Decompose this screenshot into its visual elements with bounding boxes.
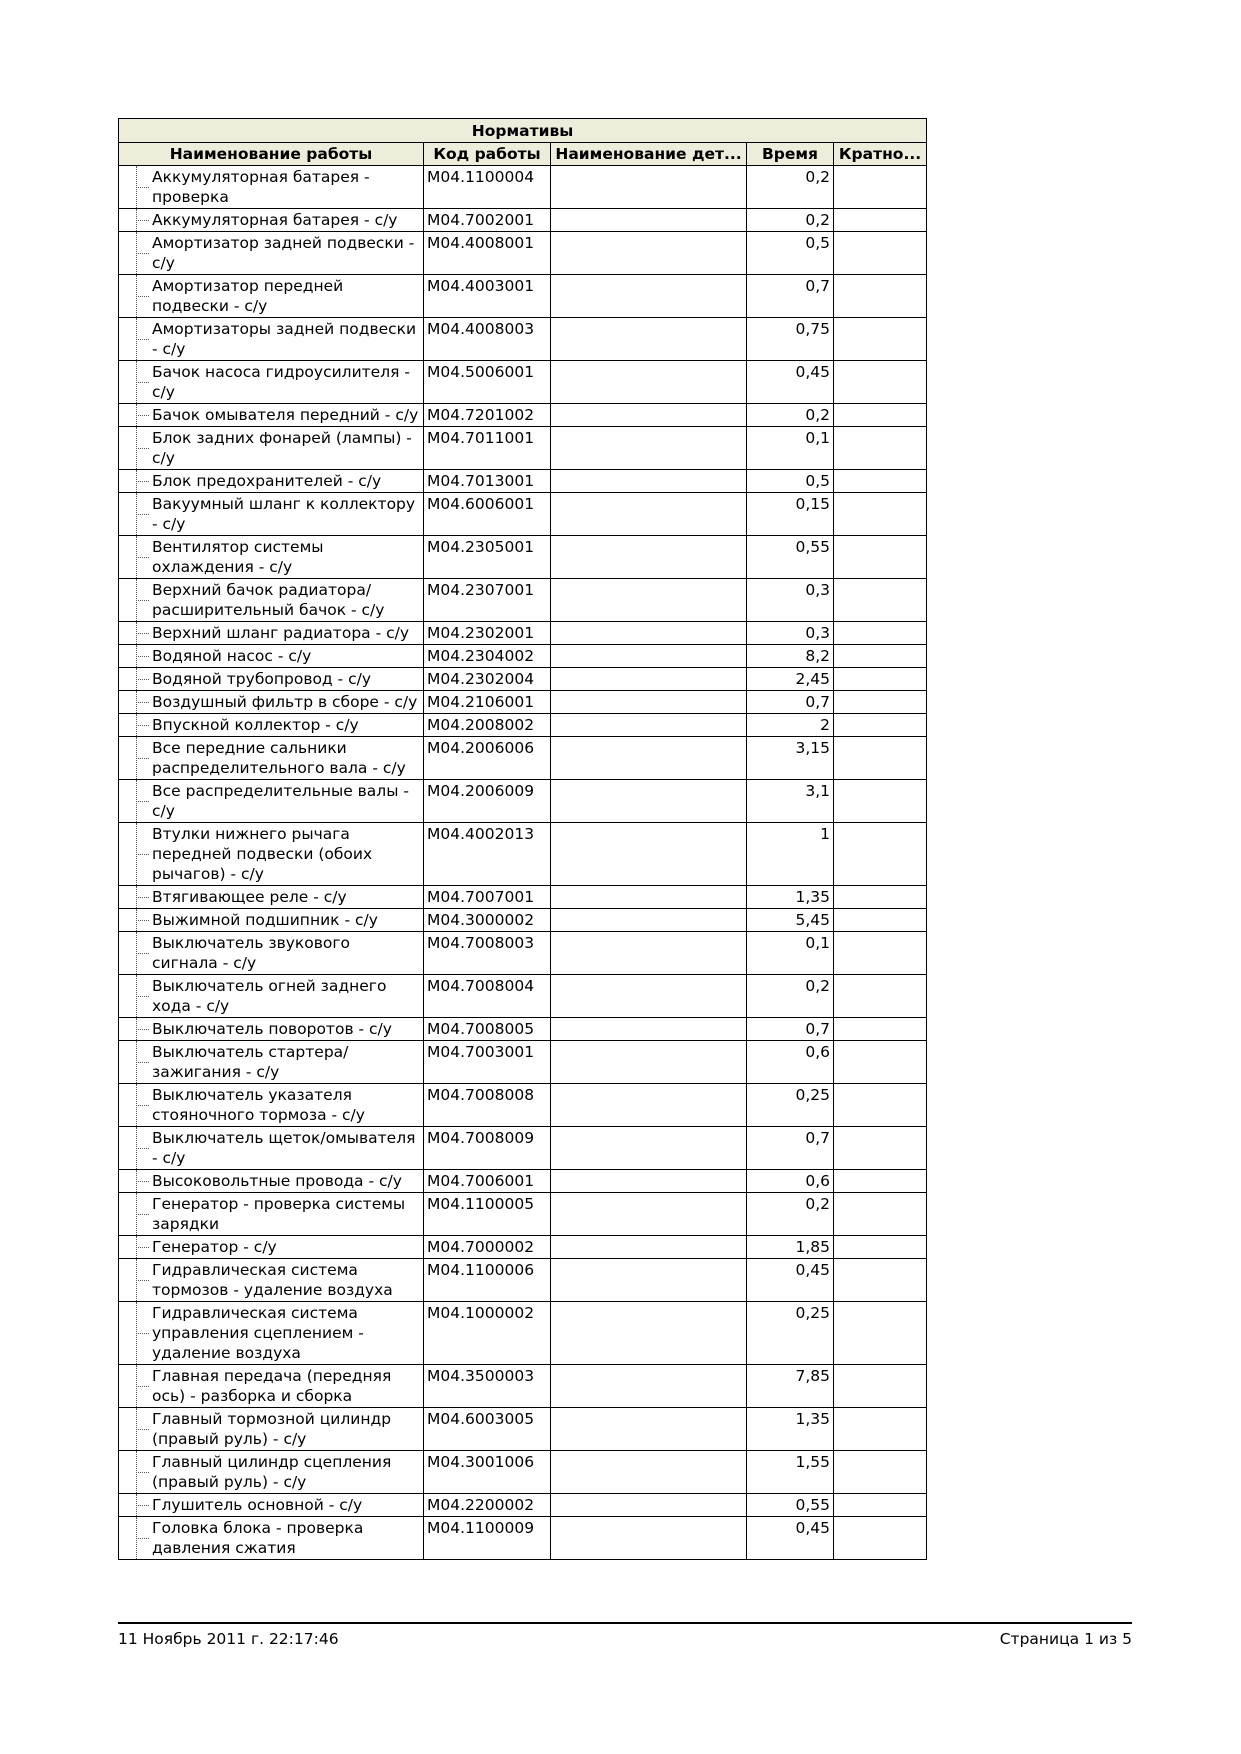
cell-part-name: [551, 1018, 747, 1041]
cell-multiplicity: [834, 1408, 927, 1451]
cell-part-name: [551, 1193, 747, 1236]
column-header-multiplicity[interactable]: Кратно...: [834, 143, 927, 166]
cell-work-name: Амортизаторы задней подвески - с/у: [119, 318, 424, 361]
cell-multiplicity: [834, 780, 927, 823]
cell-work-code: M04.7003001: [424, 1041, 551, 1084]
cell-part-name: [551, 886, 747, 909]
cell-work-code: M04.2302001: [424, 622, 551, 645]
cell-time: 0,45: [747, 1259, 834, 1302]
cell-part-name: [551, 536, 747, 579]
cell-multiplicity: [834, 1302, 927, 1365]
column-header-work-code[interactable]: Код работы: [424, 143, 551, 166]
cell-part-name: [551, 714, 747, 737]
cell-time: 0,2: [747, 166, 834, 209]
cell-multiplicity: [834, 493, 927, 536]
cell-time: 0,1: [747, 932, 834, 975]
table-row[interactable]: [119, 209, 927, 232]
cell-work-code: M04.4008001: [424, 232, 551, 275]
cell-part-name: [551, 361, 747, 404]
table-row[interactable]: [119, 691, 927, 714]
cell-time: 0,5: [747, 232, 834, 275]
cell-time: 0,3: [747, 579, 834, 622]
cell-work-code: M04.2307001: [424, 579, 551, 622]
cell-time: 0,45: [747, 1517, 834, 1560]
footer-page-number: Страница 1 из 5: [999, 1630, 1132, 1648]
cell-work-name: Водяной насос - с/у: [119, 645, 424, 668]
cell-work-code: M04.6003005: [424, 1408, 551, 1451]
cell-work-code: M04.7008003: [424, 932, 551, 975]
cell-part-name: [551, 232, 747, 275]
cell-work-name: Верхний шланг радиатора - с/у: [119, 622, 424, 645]
cell-part-name: [551, 932, 747, 975]
cell-work-name: Выключатель стартера/зажигания - с/у: [119, 1041, 424, 1084]
column-header-work-name[interactable]: Наименование работы: [119, 143, 424, 166]
cell-work-name: Выключатель огней заднего хода - с/у: [119, 975, 424, 1018]
cell-work-name: Головка блока - проверка давления сжатия: [119, 1517, 424, 1560]
cell-work-code: M04.2106001: [424, 691, 551, 714]
cell-time: 5,45: [747, 909, 834, 932]
cell-part-name: [551, 1517, 747, 1560]
table-row[interactable]: [119, 232, 927, 275]
cell-time: 0,2: [747, 209, 834, 232]
cell-time: 1,85: [747, 1236, 834, 1259]
cell-multiplicity: [834, 823, 927, 886]
cell-part-name: [551, 275, 747, 318]
cell-multiplicity: [834, 691, 927, 714]
cell-part-name: [551, 975, 747, 1018]
table-row[interactable]: [119, 1259, 927, 1302]
cell-work-code: M04.3001006: [424, 1451, 551, 1494]
table-row[interactable]: [119, 1451, 927, 1494]
cell-multiplicity: [834, 668, 927, 691]
cell-time: 7,85: [747, 1365, 834, 1408]
cell-work-code: M04.7008005: [424, 1018, 551, 1041]
table-row[interactable]: [119, 909, 927, 932]
cell-multiplicity: [834, 1517, 927, 1560]
cell-time: 0,7: [747, 1127, 834, 1170]
cell-work-name: Аккумуляторная батарея - с/у: [119, 209, 424, 232]
cell-time: 0,45: [747, 361, 834, 404]
cell-work-name: Водяной трубопровод - с/у: [119, 668, 424, 691]
cell-work-code: M04.1100009: [424, 1517, 551, 1560]
cell-time: 0,25: [747, 1302, 834, 1365]
cell-part-name: [551, 823, 747, 886]
cell-time: 0,55: [747, 536, 834, 579]
cell-work-name: Бачок омывателя передний - с/у: [119, 404, 424, 427]
cell-work-name: Все передние сальники распределительного вала - с/у: [119, 737, 424, 780]
cell-work-name: Выключатель щеток/омывателя - с/у: [119, 1127, 424, 1170]
cell-part-name: [551, 909, 747, 932]
cell-multiplicity: [834, 1041, 927, 1084]
cell-multiplicity: [834, 909, 927, 932]
cell-part-name: [551, 1236, 747, 1259]
cell-multiplicity: [834, 579, 927, 622]
cell-part-name: [551, 691, 747, 714]
cell-work-code: M04.2302004: [424, 668, 551, 691]
cell-time: 1,55: [747, 1451, 834, 1494]
table-row[interactable]: [119, 1517, 927, 1560]
cell-work-name: Бачок насоса гидроусилителя - с/у: [119, 361, 424, 404]
cell-work-code: M04.7011001: [424, 427, 551, 470]
cell-work-name: Воздушный фильтр в сборе - с/у: [119, 691, 424, 714]
cell-work-code: M04.1100005: [424, 1193, 551, 1236]
table-row[interactable]: [119, 714, 927, 737]
cell-work-code: M04.2304002: [424, 645, 551, 668]
cell-work-name: Блок предохранителей - с/у: [119, 470, 424, 493]
cell-multiplicity: [834, 1018, 927, 1041]
cell-time: 0,25: [747, 1084, 834, 1127]
cell-multiplicity: [834, 714, 927, 737]
cell-part-name: [551, 1084, 747, 1127]
cell-work-name: Вакуумный шланг к коллектору - с/у: [119, 493, 424, 536]
cell-work-name: Главная передача (передняя ось) - разборка и сборка: [119, 1365, 424, 1408]
table-row[interactable]: [119, 645, 927, 668]
cell-part-name: [551, 780, 747, 823]
cell-multiplicity: [834, 361, 927, 404]
cell-work-name: Гидравлическая система управления сцеплением - удаление воздуха: [119, 1302, 424, 1365]
table-row[interactable]: [119, 737, 927, 780]
cell-multiplicity: [834, 209, 927, 232]
table-row[interactable]: [119, 622, 927, 645]
cell-time: 3,1: [747, 780, 834, 823]
cell-multiplicity: [834, 404, 927, 427]
cell-work-code: M04.2200002: [424, 1494, 551, 1517]
cell-time: 0,2: [747, 1193, 834, 1236]
cell-work-code: M04.4008003: [424, 318, 551, 361]
table-row[interactable]: [119, 493, 927, 536]
cell-time: 2: [747, 714, 834, 737]
cell-work-code: M04.2006009: [424, 780, 551, 823]
table-row[interactable]: [119, 668, 927, 691]
cell-work-code: M04.7000002: [424, 1236, 551, 1259]
cell-multiplicity: [834, 1259, 927, 1302]
table-row[interactable]: [119, 1494, 927, 1517]
cell-work-code: M04.2305001: [424, 536, 551, 579]
cell-time: 0,3: [747, 622, 834, 645]
cell-time: 0,15: [747, 493, 834, 536]
cell-work-code: M04.4002013: [424, 823, 551, 886]
table-row[interactable]: [119, 275, 927, 318]
table-row[interactable]: [119, 1365, 927, 1408]
cell-part-name: [551, 645, 747, 668]
cell-multiplicity: [834, 1127, 927, 1170]
cell-time: 0,55: [747, 1494, 834, 1517]
cell-work-name: Генератор - с/у: [119, 1236, 424, 1259]
cell-part-name: [551, 1494, 747, 1517]
cell-time: 2,45: [747, 668, 834, 691]
cell-multiplicity: [834, 275, 927, 318]
cell-time: 0,6: [747, 1041, 834, 1084]
cell-work-name: Амортизатор передней подвески - с/у: [119, 275, 424, 318]
cell-work-code: M04.2008002: [424, 714, 551, 737]
cell-time: 0,5: [747, 470, 834, 493]
cell-part-name: [551, 1259, 747, 1302]
table-row[interactable]: [119, 1236, 927, 1259]
table-row[interactable]: [119, 1041, 927, 1084]
cell-work-code: M04.7008009: [424, 1127, 551, 1170]
cell-work-code: M04.3000002: [424, 909, 551, 932]
cell-work-code: M04.7201002: [424, 404, 551, 427]
table-row[interactable]: [119, 361, 927, 404]
cell-multiplicity: [834, 886, 927, 909]
cell-multiplicity: [834, 1365, 927, 1408]
table-row[interactable]: [119, 404, 927, 427]
cell-part-name: [551, 737, 747, 780]
table-title: Нормативы: [119, 119, 927, 143]
cell-work-name: Главный цилиндр сцепления (правый руль) - с/у: [119, 1451, 424, 1494]
cell-multiplicity: [834, 1451, 927, 1494]
table-row[interactable]: [119, 579, 927, 622]
cell-time: 0,1: [747, 427, 834, 470]
cell-work-code: M04.7002001: [424, 209, 551, 232]
table-row[interactable]: [119, 536, 927, 579]
cell-work-code: M04.3500003: [424, 1365, 551, 1408]
cell-time: 1: [747, 823, 834, 886]
cell-time: 0,7: [747, 1018, 834, 1041]
table-row[interactable]: [119, 427, 927, 470]
cell-time: 3,15: [747, 737, 834, 780]
cell-multiplicity: [834, 470, 927, 493]
cell-part-name: [551, 209, 747, 232]
cell-part-name: [551, 470, 747, 493]
cell-multiplicity: [834, 1236, 927, 1259]
cell-part-name: [551, 427, 747, 470]
cell-part-name: [551, 668, 747, 691]
cell-work-code: M04.6006001: [424, 493, 551, 536]
cell-multiplicity: [834, 1193, 927, 1236]
footer-divider: [118, 1622, 1132, 1624]
cell-work-name: Выключатель указателя стояночного тормоза - с/у: [119, 1084, 424, 1127]
table-row[interactable]: [119, 470, 927, 493]
cell-part-name: [551, 318, 747, 361]
cell-work-code: M04.1100004: [424, 166, 551, 209]
cell-work-code: M04.4003001: [424, 275, 551, 318]
cell-part-name: [551, 622, 747, 645]
table-row[interactable]: [119, 975, 927, 1018]
cell-work-code: M04.5006001: [424, 361, 551, 404]
table-row[interactable]: [119, 1127, 927, 1170]
cell-work-code: M04.7013001: [424, 470, 551, 493]
cell-work-name: Втулки нижнего рычага передней подвески (обоих рычагов) - с/у: [119, 823, 424, 886]
column-header-time[interactable]: Время: [747, 143, 834, 166]
table-row[interactable]: [119, 1170, 927, 1193]
cell-multiplicity: [834, 1170, 927, 1193]
cell-work-code: M04.7006001: [424, 1170, 551, 1193]
table-row[interactable]: [119, 886, 927, 909]
table-row[interactable]: [119, 780, 927, 823]
cell-work-code: M04.1000002: [424, 1302, 551, 1365]
table-row[interactable]: [119, 1193, 927, 1236]
cell-multiplicity: [834, 427, 927, 470]
cell-multiplicity: [834, 232, 927, 275]
cell-work-name: Все распределительные валы - с/у: [119, 780, 424, 823]
cell-work-name: Вентилятор системы охлаждения - с/у: [119, 536, 424, 579]
cell-multiplicity: [834, 932, 927, 975]
cell-part-name: [551, 404, 747, 427]
cell-multiplicity: [834, 1084, 927, 1127]
cell-work-code: M04.2006006: [424, 737, 551, 780]
cell-work-code: M04.1100006: [424, 1259, 551, 1302]
cell-multiplicity: [834, 536, 927, 579]
table-row[interactable]: [119, 318, 927, 361]
cell-multiplicity: [834, 645, 927, 668]
norms-table: [118, 118, 927, 1560]
column-header-part-name[interactable]: Наименование дет...: [551, 143, 747, 166]
table-row[interactable]: [119, 1302, 927, 1365]
cell-multiplicity: [834, 737, 927, 780]
cell-work-name: Впускной коллектор - с/у: [119, 714, 424, 737]
table-row[interactable]: [119, 932, 927, 975]
cell-work-name: Высоковольтные провода - с/у: [119, 1170, 424, 1193]
cell-part-name: [551, 1041, 747, 1084]
cell-time: 0,75: [747, 318, 834, 361]
cell-work-name: Глушитель основной - с/у: [119, 1494, 424, 1517]
cell-part-name: [551, 1365, 747, 1408]
cell-time: 0,2: [747, 975, 834, 1018]
cell-multiplicity: [834, 1494, 927, 1517]
cell-work-code: M04.7008004: [424, 975, 551, 1018]
cell-part-name: [551, 166, 747, 209]
cell-part-name: [551, 493, 747, 536]
table-row[interactable]: [119, 823, 927, 886]
cell-time: 0,7: [747, 275, 834, 318]
cell-work-name: Втягивающее реле - с/у: [119, 886, 424, 909]
cell-part-name: [551, 1408, 747, 1451]
cell-work-name: Выключатель поворотов - с/у: [119, 1018, 424, 1041]
cell-time: 0,6: [747, 1170, 834, 1193]
table-body: [119, 166, 927, 1560]
cell-multiplicity: [834, 166, 927, 209]
table-row[interactable]: [119, 1408, 927, 1451]
table-row[interactable]: [119, 1018, 927, 1041]
cell-work-name: Блок задних фонарей (лампы) - с/у: [119, 427, 424, 470]
cell-work-name: Аккумуляторная батарея - проверка: [119, 166, 424, 209]
cell-part-name: [551, 1302, 747, 1365]
cell-time: 1,35: [747, 886, 834, 909]
cell-time: 0,2: [747, 404, 834, 427]
cell-work-name: Генератор - проверка системы зарядки: [119, 1193, 424, 1236]
table-row[interactable]: [119, 166, 927, 209]
cell-multiplicity: [834, 975, 927, 1018]
cell-time: 1,35: [747, 1408, 834, 1451]
cell-time: 0,7: [747, 691, 834, 714]
cell-work-name: Верхний бачок радиатора/расширительный бачок - с/у: [119, 579, 424, 622]
cell-multiplicity: [834, 318, 927, 361]
cell-work-code: M04.7008008: [424, 1084, 551, 1127]
cell-work-name: Выжимной подшипник - с/у: [119, 909, 424, 932]
cell-work-name: Выключатель звукового сигнала - с/у: [119, 932, 424, 975]
cell-work-code: M04.7007001: [424, 886, 551, 909]
cell-time: 8,2: [747, 645, 834, 668]
cell-part-name: [551, 1170, 747, 1193]
cell-work-name: Главный тормозной цилиндр (правый руль) - с/у: [119, 1408, 424, 1451]
cell-part-name: [551, 1451, 747, 1494]
cell-part-name: [551, 579, 747, 622]
table-row[interactable]: [119, 1084, 927, 1127]
footer-datetime: 11 Ноябрь 2011 г. 22:17:46: [118, 1630, 339, 1648]
cell-work-name: Амортизатор задней подвески - с/у: [119, 232, 424, 275]
cell-multiplicity: [834, 622, 927, 645]
cell-part-name: [551, 1127, 747, 1170]
cell-work-name: Гидравлическая система тормозов - удаление воздуха: [119, 1259, 424, 1302]
